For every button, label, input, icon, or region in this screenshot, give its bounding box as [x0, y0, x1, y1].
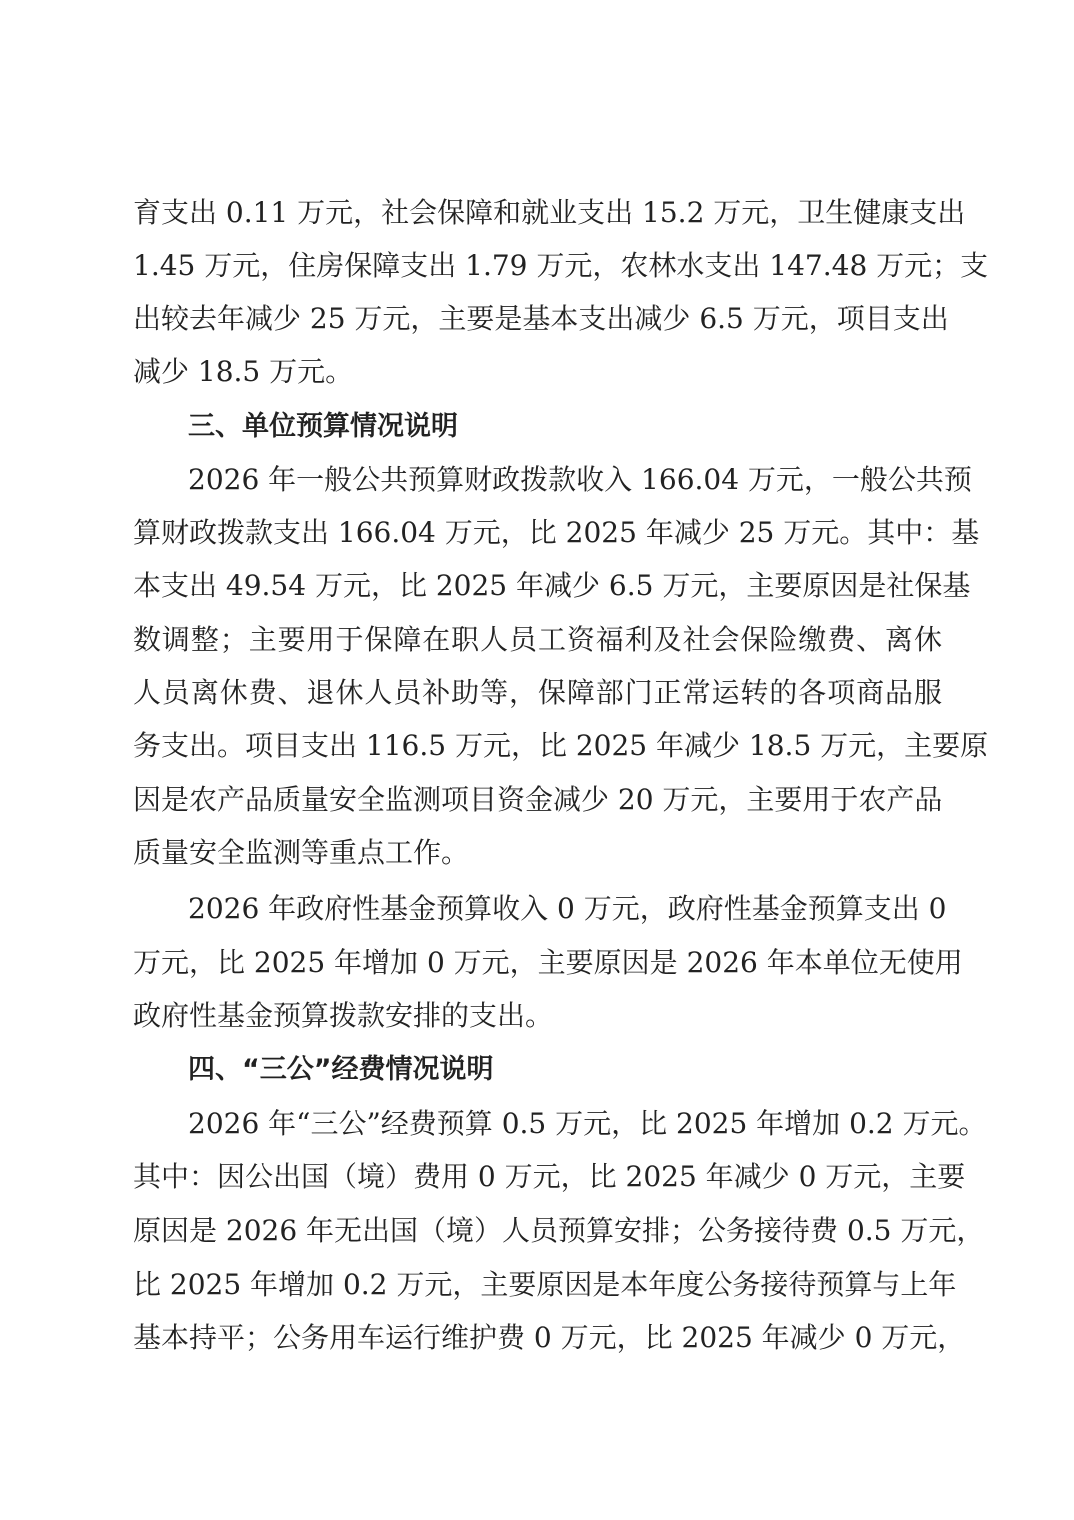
text-line: 政府性基金预算拨款安排的支出。 [133, 999, 554, 1032]
text-line: 其中：因公出国（境）费用 0 万元，比 2025 年减少 0 万元，主要 [133, 1160, 966, 1193]
text-line: 原因是 2026 年无出国（境）人员预算安排；公务接待费 0.5 万元， [133, 1214, 985, 1247]
section-heading-unit-budget: 三、单位预算情况说明 [188, 411, 458, 442]
text-line: 万元，比 2025 年增加 0 万元，主要原因是 2026 年本单位无使用 [133, 946, 963, 979]
text-line: 务支出。项目支出 116.5 万元，比 2025 年减少 18.5 万元，主要原 [133, 729, 989, 762]
text-line: 2026 年政府性基金预算收入 0 万元，政府性基金预算支出 0 [188, 892, 947, 925]
text-line: 数调整；主要用于保障在职人员工资福利及社会保险缴费、离休 [133, 623, 942, 656]
text-line: 算财政拨款支出 166.04 万元，比 2025 年减少 25 万元。其中：基 [133, 516, 980, 549]
text-line: 1.45 万元，住房保障支出 1.79 万元，农林水支出 147.48 万元；支 [133, 249, 989, 282]
text-line: 减少 18.5 万元。 [133, 355, 354, 388]
text-line: 2026 年“三公”经费预算 0.5 万元，比 2025 年增加 0.2 万元。 [188, 1107, 987, 1140]
text-line: 比 2025 年增加 0.2 万元，主要原因是本年度公务接待预算与上年 [133, 1268, 957, 1301]
text-line: 本支出 49.54 万元，比 2025 年减少 6.5 万元，主要原因是社保基 [133, 569, 971, 602]
text-line: 因是农产品质量安全监测项目资金减少 20 万元，主要用于农产品 [133, 783, 943, 816]
text-line: 基本持平；公务用车运行维护费 0 万元，比 2025 年减少 0 万元， [133, 1321, 966, 1354]
text-line: 人员离休费、退休人员补助等，保障部门正常运转的各项商品服 [133, 676, 942, 709]
text-line: 出较去年减少 25 万元，主要是基本支出减少 6.5 万元，项目支出 [133, 302, 949, 335]
text-line: 2026 年一般公共预算财政拨款收入 166.04 万元，一般公共预 [188, 463, 972, 496]
section-heading-three-public: 四、“三公”经费情况说明 [188, 1054, 494, 1085]
text-line: 质量安全监测等重点工作。 [133, 836, 470, 869]
text-line: 育支出 0.11 万元，社会保障和就业支出 15.2 万元，卫生健康支出 [133, 196, 966, 229]
